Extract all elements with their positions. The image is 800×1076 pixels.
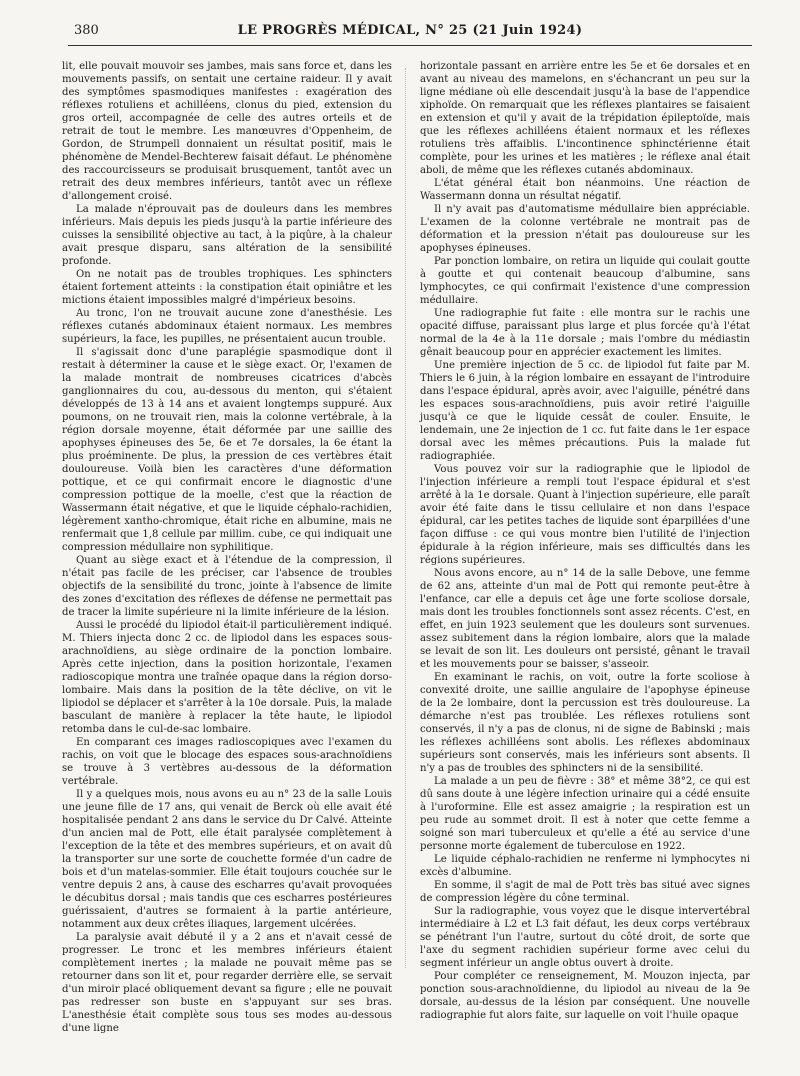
paragraph: Une radiographie fut faite : elle montra sur le rachis une opacité diffuse, paraissant plus large et plus forcée qu'à l'état normal de la 4e à la 11e dorsale ; mais l'ombre du médiastin gênait beaucoup pour en apprécier exactement les limites. xyxy=(420,308,750,358)
right-column xyxy=(420,60,750,1022)
paragraph: Le liquide céphalo-rachidien ne renferme ni lymphocytes ni excès d'albumine. xyxy=(420,854,750,878)
paragraph: Une première injection de 5 cc. de lipiodol fut faite par M. Thiers le 6 juin, à la région lombaire en essayant de l'introduire dans l'espace épidural, après avoir, avec l'aiguille, pénétré dans les espaces sous-arachnoïdiens, puis avoir retiré l'aiguille jusqu'à ce que le liquide cessât de couler. Ensuite, le lendemain, une 2e injection de 1 cc. fut faite dans le 1er espace dorsal avec les mêmes précautions. Puis la malade fut radiographiée. xyxy=(420,360,750,462)
paragraph: Il n'y avait pas d'automatisme médullaire bien appréciable. L'examen de la colonne vertébrale ne montrait pas de déformation et la pression n'était pas douloureuse sur les apophyses épineuses. xyxy=(420,204,750,254)
header-rule xyxy=(68,45,752,46)
paragraph: horizontale passant en arrière entre les 5e et 6e dorsales et en avant au niveau des mamelons, en s'échancrant un peu sur la ligne médiane où elle descendait jusqu'à la base de l'appendice xiphoïde. On remarquait que les réflexes plantaires se faisaient en extension et qu'il y avait de la trépidation épileptoïde, mais que les réflexes achilléens étaient normaux et les réflexes rotuliens très affaiblis. L'incontinence sphinctérienne était complète, pour les urines et les matières ; le réflexe anal était aboli, de même que les réflexes cutanés abdominaux. xyxy=(420,61,750,176)
paragraph: Il s'agissait donc d'une paraplégie spasmodique dont il restait à déterminer la cause et le siège exact. Or, l'examen de la malade montrait de nombreuses cicatrices d'abcès ganglionnaires du cou, au-dessous du menton, qui s'étaient développés de 13 à 14 ans et avaient longtemps suppuré. Aux poumons, on ne trouvait rien, mais la colonne vertébrale, à la région dorsale moyenne, était déformée par une saillie des apophyses épineuses des 5e, 6e et 7e dorsales, la 6e étant la plus proéminente. De plus, la pression de ces vertèbres était douloureuse. Voilà bien les caractères d'une déformation pottique, et ce qui confirmait encore le diagnostic d'une compression pottique de la moelle, c'est que la réaction de Wassermann était négative, et que le liquide céphalo-rachidien, légèrement xantho-chromique, était riche en albumine, mais ne renfermait que 1,8 cellule par millim. cube, ce qui indiquait une compression médullaire non syphilitique. xyxy=(62,347,392,553)
page-number: 380 xyxy=(74,23,99,38)
paragraph: L'état général était bon néanmoins. Une réaction de Wassermann donna un résultat négatif. xyxy=(420,178,750,202)
paragraph: Par ponction lombaire, on retira un liquide qui coulait goutte à goutte et qui contenait beaucoup d'albumine, sans lymphocytes, ce qui confirmait l'existence d'une compression médullaire. xyxy=(420,256,750,306)
paragraph: Nous avons encore, au n° 14 de la salle Debove, une femme de 62 ans, atteinte d'un mal de Pott qui remonte peut-être à l'enfance, car elle a depuis cet âge une forte scoliose dorsale, mais dont les troubles fonctionnels sont assez récents. C'est, en effet, en juin 1923 seulement que les douleurs sont survenues. assez subitement dans la région lombaire, alors que la malade se levait de son lit. Les douleurs ont persisté, gênant le travail et les mouvements pour se baisser, s'asseoir. xyxy=(420,568,750,670)
column-divider xyxy=(405,68,406,968)
journal-title: LE PROGRÈS MÉDICAL, N° 25 (21 Juin 1924) xyxy=(237,23,583,38)
left-column xyxy=(62,60,392,1035)
paragraph: En comparant ces images radioscopiques avec l'examen du rachis, on voit que le blocage des espaces sous-arachnoïdiens se trouve à 3 vertèbres au-dessous de la déformation vertébrale. xyxy=(62,737,392,787)
paragraph: En somme, il s'agit de mal de Pott très bas situé avec signes de compression légère du cône terminal. xyxy=(420,880,750,904)
paragraph: On ne notait pas de troubles trophiques. Les sphincters étaient fortement atteints : la constipation était opiniâtre et les mictions étaient impossibles malgré d'impérieux besoins. xyxy=(62,269,392,306)
paragraph: lit, elle pouvait mouvoir ses jambes, mais sans force et, dans les mouvements passifs, on sentait une certaine raideur. Il y avait des symptômes spasmodiques manifestes : exagération des réflexes rotuliens et achilléens, clonus du pied, extension du gros orteil, accompagnée de celle des autres orteils et de retrait de tout le membre. Les manœuvres d'Oppenheim, de Gordon, de Strumpell donnaient un résultat positif, mais le phénomène de Mendel-Bechterew faisait défaut. Le phénomène des raccourcisseurs se produisait brusquement, tantôt avec un retrait des deux membres inférieurs, tantôt avec un réflexe d'allongement croisé. xyxy=(62,61,392,202)
paragraph: La paralysie avait débuté il y a 2 ans et n'avait cessé de progresser. Le tronc et les membres inférieurs étaient complètement inertes ; la malade ne pouvait même pas se retourner dans son lit et, pour regarder derrière elle, se servait d'un miroir placé obliquement devant sa figure ; elle ne pouvait pas redresser son buste en s'appuyant sur ses bras. L'anesthésie était complète sous tous ses modes au-dessous d'une ligne xyxy=(62,932,392,1034)
paragraph: Sur la radiographie, vous voyez que le disque intervertébral intermédiaire à L2 et L3 fait défaut, les deux corps vertébraux se pénétrant l'un l'autre, surtout du côté droit, de sorte que l'axe du segment rachidien supérieur forme avec celui du segment inférieur un angle obtus ouvert à droite. xyxy=(420,906,750,969)
paragraph: La malade n'éprouvait pas de douleurs dans les membres inférieurs. Mais depuis les pieds jusqu'à la partie inférieure des cuisses la sensibilité objective au tact, à la piqûre, à la chaleur avait presque disparu, sans altération de la sensibilité profonde. xyxy=(62,204,392,267)
paragraph: Aussi le procédé du lipiodol était-il particulièrement indiqué. M. Thiers injecta donc 2 cc. de lipiodol dans les espaces sous-arachnoïdiens, au siège ordinaire de la ponction lombaire. Après cette injection, dans la position horizontale, l'examen radioscopique montra une traînée opaque dans la région dorso-lombaire. Mais dans la position de la tête déclive, on vit le lipiodol se déplacer et s'arrêter à la 10e dorsale. Puis, la malade basculant de manière à replacer la tête haute, le lipiodol retomba dans le cul-de-sac lombaire. xyxy=(62,620,392,735)
paragraph: La malade a un peu de fièvre : 38° et même 38°2, ce qui est dû sans doute à une légère infection urinaire qui a cédé ensuite à l'uroformine. Elle est assez amaigrie ; la respiration est un peu rude au sommet droit. Il est à noter que cette femme a soigné son mari tuberculeux et qu'elle a été au service d'une personne morte également de tuberculose en 1922. xyxy=(420,776,750,852)
paragraph: En examinant le rachis, on voit, outre la forte scoliose à convexité droite, une saillie angulaire de l'apophyse épineuse de la 2e lombaire, dont la percussion est très douloureuse. La démarche n'est pas troublée. Les réflexes rotuliens sont conservés, il n'y a pas de clonus, ni de signe de Babinski ; mais les réflexes achilléens sont abolis. Les réflexes abdominaux supérieurs sont conservés, mais les inférieurs sont absents. Il n'y a pas de troubles des sphincters ni de la sensibilité. xyxy=(420,672,750,774)
paragraph: Au tronc, l'on ne trouvait aucune zone d'anesthésie. Les réflexes cutanés abdominaux étaient normaux. Les membres supérieurs, la face, les pupilles, ne présentaient aucun trouble. xyxy=(62,308,392,345)
paragraph: Quant au siège exact et à l'étendue de la compression, il n'était pas facile de les préciser, car l'absence de troubles objectifs de la sensibilité du tronc, jointe à l'absence de limite des zones d'excitation des réflexes de défense ne permettait pas de tracer la limite supérieure ni la limite inférieure de la lésion. xyxy=(62,555,392,618)
running-head xyxy=(68,20,752,42)
paragraph: Vous pouvez voir sur la radiographie que le lipiodol de l'injection inférieure a rempli tout l'espace épidural et s'est arrêté à la 1e dorsale. Quant à l'injection supérieure, elle paraît avoir été faite dans le tissu cellulaire et non dans l'espace épidural, car les petites taches de liquide sont éparpillées d'une façon diffuse : ce qui vous montre bien l'utilité de l'injection épidurale à la région inférieure, mais ses difficultés dans les régions supérieures. xyxy=(420,464,750,566)
paragraph: Il y a quelques mois, nous avons eu au n° 23 de la salle Louis une jeune fille de 17 ans, qui venait de Berck où elle avait été hospitalisée pendant 2 ans dans le service du Dr Calvé. Atteinte d'un ancien mal de Pott, elle était paralysée complètement à l'exception de la tête et des membres supérieurs, et on avait dû la transporter sur une sorte de couchette formée d'un cadre de bois et d'un matelas-sommier. Elle était toujours couchée sur le ventre depuis 2 ans, à cause des escharres qu'avait provoquées le décubitus dorsal ; mais tandis que ces escharres postérieures guérissaient, d'autres se formaient à la partie antérieure, notamment aux deux crêtes iliaques, largement ulcérées. xyxy=(62,789,392,930)
paragraph: Pour compléter ce renseignement, M. Mouzon injecta, par ponction sous-arachnoïdienne, du lipiodol au niveau de la 9e dorsale, au-dessus de la lésion par conséquent. Une nouvelle radiographie fut alors faite, sur laquelle on voit l'huile opaque xyxy=(420,971,750,1021)
